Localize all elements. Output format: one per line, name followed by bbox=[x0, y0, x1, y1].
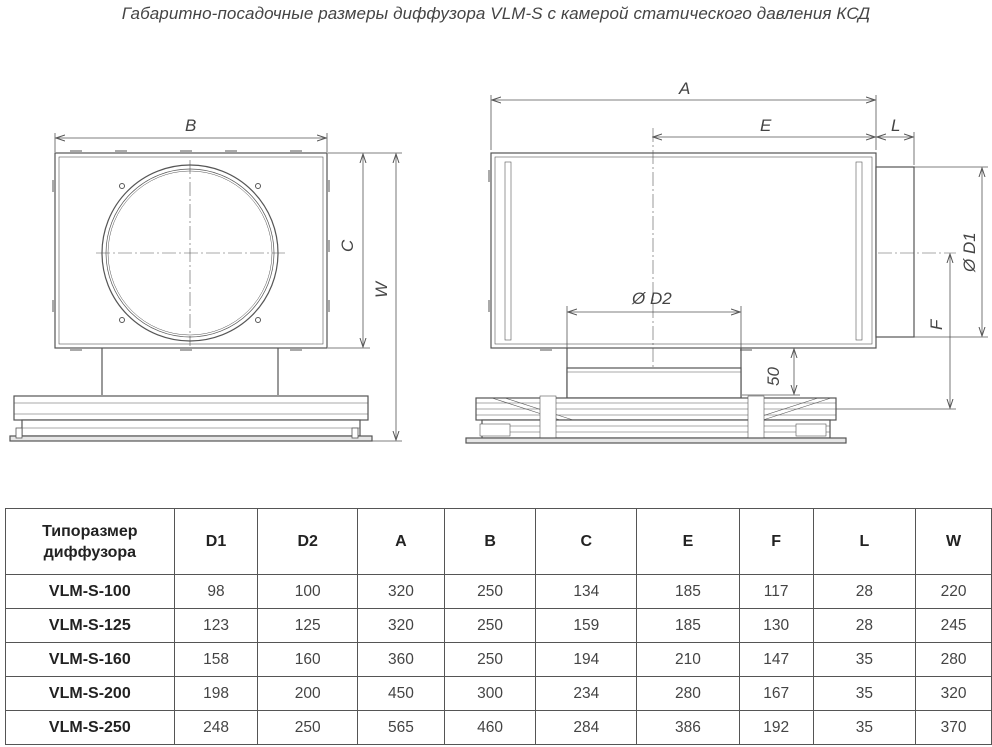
header-model bbox=[6, 509, 175, 575]
cell-value: 98 bbox=[174, 575, 258, 609]
header-l: L bbox=[813, 509, 916, 575]
cell-value: 35 bbox=[813, 677, 916, 711]
label-a: A bbox=[679, 79, 691, 98]
front-chamber-box bbox=[55, 153, 327, 348]
label-f: F bbox=[927, 319, 946, 330]
front-view bbox=[10, 133, 402, 441]
cell-value: 123 bbox=[174, 609, 258, 643]
table-row bbox=[6, 711, 992, 745]
cell-value: 35 bbox=[813, 643, 916, 677]
cell-value: 194 bbox=[536, 643, 637, 677]
cell-value: 147 bbox=[739, 643, 813, 677]
cell-value: 210 bbox=[637, 643, 740, 677]
dimensions-table bbox=[5, 508, 992, 745]
cell-value: 200 bbox=[258, 677, 358, 711]
cell-value: 167 bbox=[739, 677, 813, 711]
cell-model: VLM-S-160 bbox=[6, 643, 175, 677]
cell-value: 185 bbox=[637, 609, 740, 643]
label-50: 50 bbox=[764, 367, 783, 386]
cell-value: 158 bbox=[174, 643, 258, 677]
front-diffuser-plate bbox=[14, 396, 368, 420]
cell-value: 450 bbox=[358, 677, 445, 711]
cell-value: 250 bbox=[444, 609, 536, 643]
side-chamber-box bbox=[491, 153, 876, 348]
cell-model: VLM-S-200 bbox=[6, 677, 175, 711]
drawing-title: Габаритно-посадочные размеры диффузора VLM-S с камерой статического давления КСД bbox=[121, 4, 871, 23]
header-c: C bbox=[536, 509, 637, 575]
cell-value: 117 bbox=[739, 575, 813, 609]
cell-value: 28 bbox=[813, 575, 916, 609]
table-row bbox=[6, 609, 992, 643]
cell-model: VLM-S-250 bbox=[6, 711, 175, 745]
header-b: B bbox=[444, 509, 536, 575]
label-e: E bbox=[760, 116, 772, 135]
cell-model: VLM-S-100 bbox=[6, 575, 175, 609]
table-row bbox=[6, 677, 992, 711]
header-e: E bbox=[637, 509, 740, 575]
label-d1: Ø D1 bbox=[960, 232, 979, 272]
cell-value: 280 bbox=[637, 677, 740, 711]
label-b: B bbox=[185, 116, 197, 135]
cell-value: 220 bbox=[916, 575, 992, 609]
cell-value: 284 bbox=[536, 711, 637, 745]
cell-value: 386 bbox=[637, 711, 740, 745]
cell-value: 198 bbox=[174, 677, 258, 711]
cell-value: 134 bbox=[536, 575, 637, 609]
cell-value: 245 bbox=[916, 609, 992, 643]
header-w: W bbox=[916, 509, 992, 575]
side-outlet-spigot bbox=[876, 167, 914, 337]
header-f: F bbox=[739, 509, 813, 575]
header-model-line2: диффузора bbox=[43, 543, 137, 561]
cell-value: 248 bbox=[174, 711, 258, 745]
cell-value: 234 bbox=[536, 677, 637, 711]
cell-value: 320 bbox=[358, 609, 445, 643]
cell-value: 370 bbox=[916, 711, 992, 745]
cell-value: 28 bbox=[813, 609, 916, 643]
cell-value: 125 bbox=[258, 609, 358, 643]
table-header-row bbox=[6, 509, 992, 575]
cell-value: 192 bbox=[739, 711, 813, 745]
table-row bbox=[6, 643, 992, 677]
cell-model: VLM-S-125 bbox=[6, 609, 175, 643]
table-row bbox=[6, 575, 992, 609]
cell-value: 250 bbox=[444, 643, 536, 677]
cell-value: 185 bbox=[637, 575, 740, 609]
cell-value: 100 bbox=[258, 575, 358, 609]
cell-value: 460 bbox=[444, 711, 536, 745]
header-d2: D2 bbox=[258, 509, 358, 575]
cell-value: 565 bbox=[358, 711, 445, 745]
cell-value: 250 bbox=[258, 711, 358, 745]
label-c: C bbox=[338, 239, 357, 252]
label-w: W bbox=[372, 281, 391, 298]
cell-value: 159 bbox=[536, 609, 637, 643]
cell-value: 130 bbox=[739, 609, 813, 643]
label-d2: Ø D2 bbox=[632, 289, 672, 308]
header-model-line1: Типоразмер bbox=[42, 522, 138, 540]
cell-value: 250 bbox=[444, 575, 536, 609]
cell-value: 35 bbox=[813, 711, 916, 745]
header-a: A bbox=[358, 509, 445, 575]
cell-value: 300 bbox=[444, 677, 536, 711]
cell-value: 280 bbox=[916, 643, 992, 677]
cell-value: 360 bbox=[358, 643, 445, 677]
side-view bbox=[466, 95, 988, 443]
cell-value: 320 bbox=[916, 677, 992, 711]
cell-value: 320 bbox=[358, 575, 445, 609]
header-d1: D1 bbox=[174, 509, 258, 575]
label-l: L bbox=[891, 116, 901, 135]
cell-value: 160 bbox=[258, 643, 358, 677]
